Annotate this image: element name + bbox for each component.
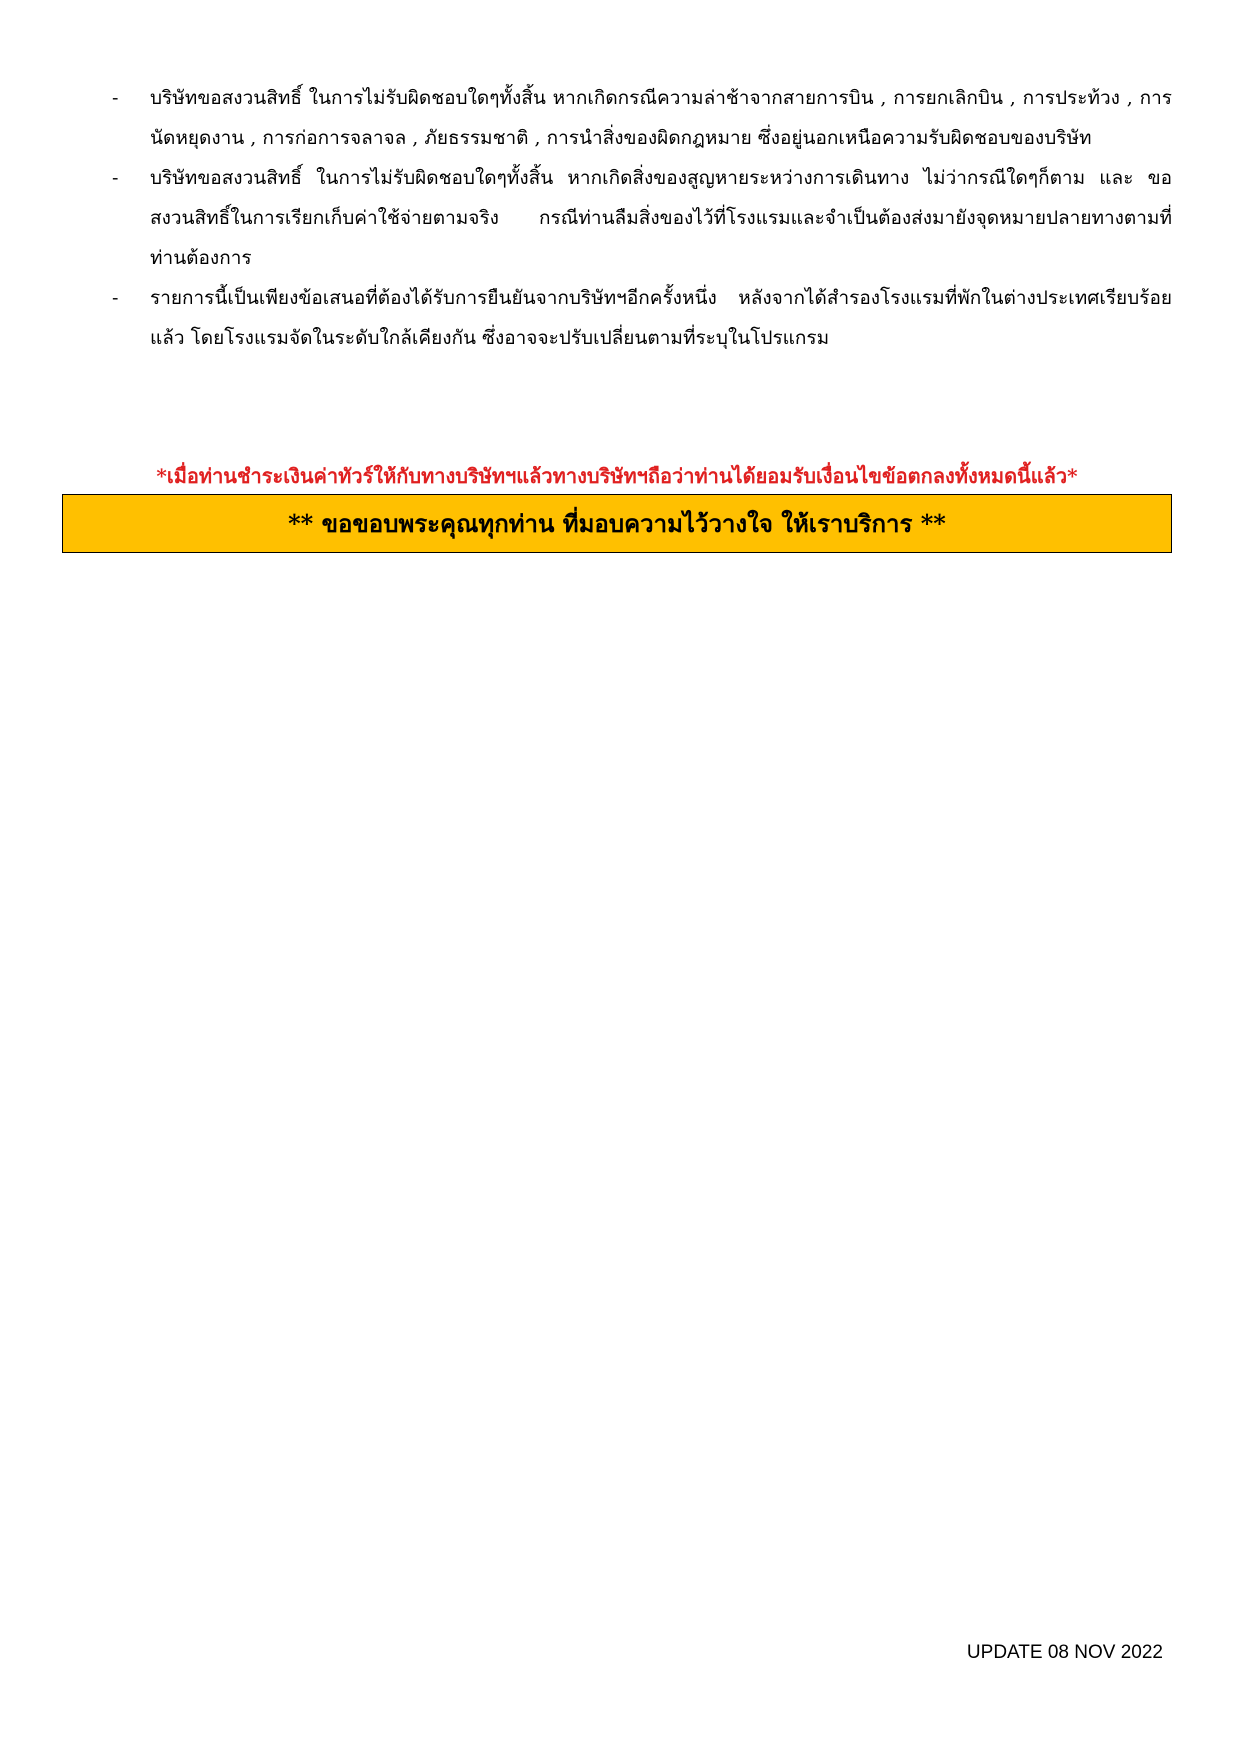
term-text: บริษัทขอสงวนสิทธิ์ ในการไม่รับผิดชอบใดๆทั้งสิ้น หากเกิดสิ่งของสูญหายระหว่างการเดินทาง ไม่ว่ากรณีใดๆก็ตาม และ ขอสงวนสิทธิ์ในการเรียกเก็บค่าใช้จ่ายตามจริง กรณีท่านลืมสิ่งของไว้ที่โรงแรมและจำเป็นต้องส่งมายังจุดหมายปลายทางตามที่ท่านต้องการ <box>150 167 1172 269</box>
thank-you-banner <box>62 494 1172 553</box>
list-bullet: - <box>112 287 119 309</box>
thank-you-text: ** ขอขอบพระคุณทุกท่าน ที่มอบความไว้วางใจ ให้เราบริการ ** <box>288 509 946 538</box>
term-item <box>112 78 1172 158</box>
term-text: รายการนี้เป็นเพียงข้อเสนอที่ต้องได้รับการยืนยันจากบริษัทฯอีกครั้งหนึ่ง หลังจากได้สำรองโรงแรมที่พักในต่างประเทศเรียบร้อยแล้ว โดยโรงแรมจัดในระดับใกล้เคียงกัน ซึ่งอาจจะปรับเปลี่ยนตามที่ระบุในโปรแกรม <box>150 287 1172 349</box>
list-bullet: - <box>112 87 119 109</box>
term-item <box>112 158 1172 278</box>
term-text: บริษัทขอสงวนสิทธิ์ ในการไม่รับผิดชอบใดๆทั้งสิ้น หากเกิดกรณีความล่าช้าจากสายการบิน , การยกเลิกบิน , การประท้วง , การนัดหยุดงาน , การก่อการจลาจล , ภัยธรรมชาติ , การนำสิ่งของผิดกฎหมาย ซึ่งอยู่นอกเหนือความรับผิดชอบของบริษัท <box>150 87 1172 149</box>
list-bullet: - <box>112 167 119 189</box>
term-item <box>112 278 1172 358</box>
update-date: UPDATE 08 NOV 2022 <box>966 1642 1163 1663</box>
payment-acceptance-notice: *เมื่อท่านชำระเงินค่าทัวร์ให้กับทางบริษัทฯแล้วทางบริษัทฯถือว่าท่านได้ยอมรับเงื่อนไขข้อตกลงทั้งหมดนี้แล้ว* <box>156 464 1078 488</box>
terms-list <box>112 78 1172 358</box>
